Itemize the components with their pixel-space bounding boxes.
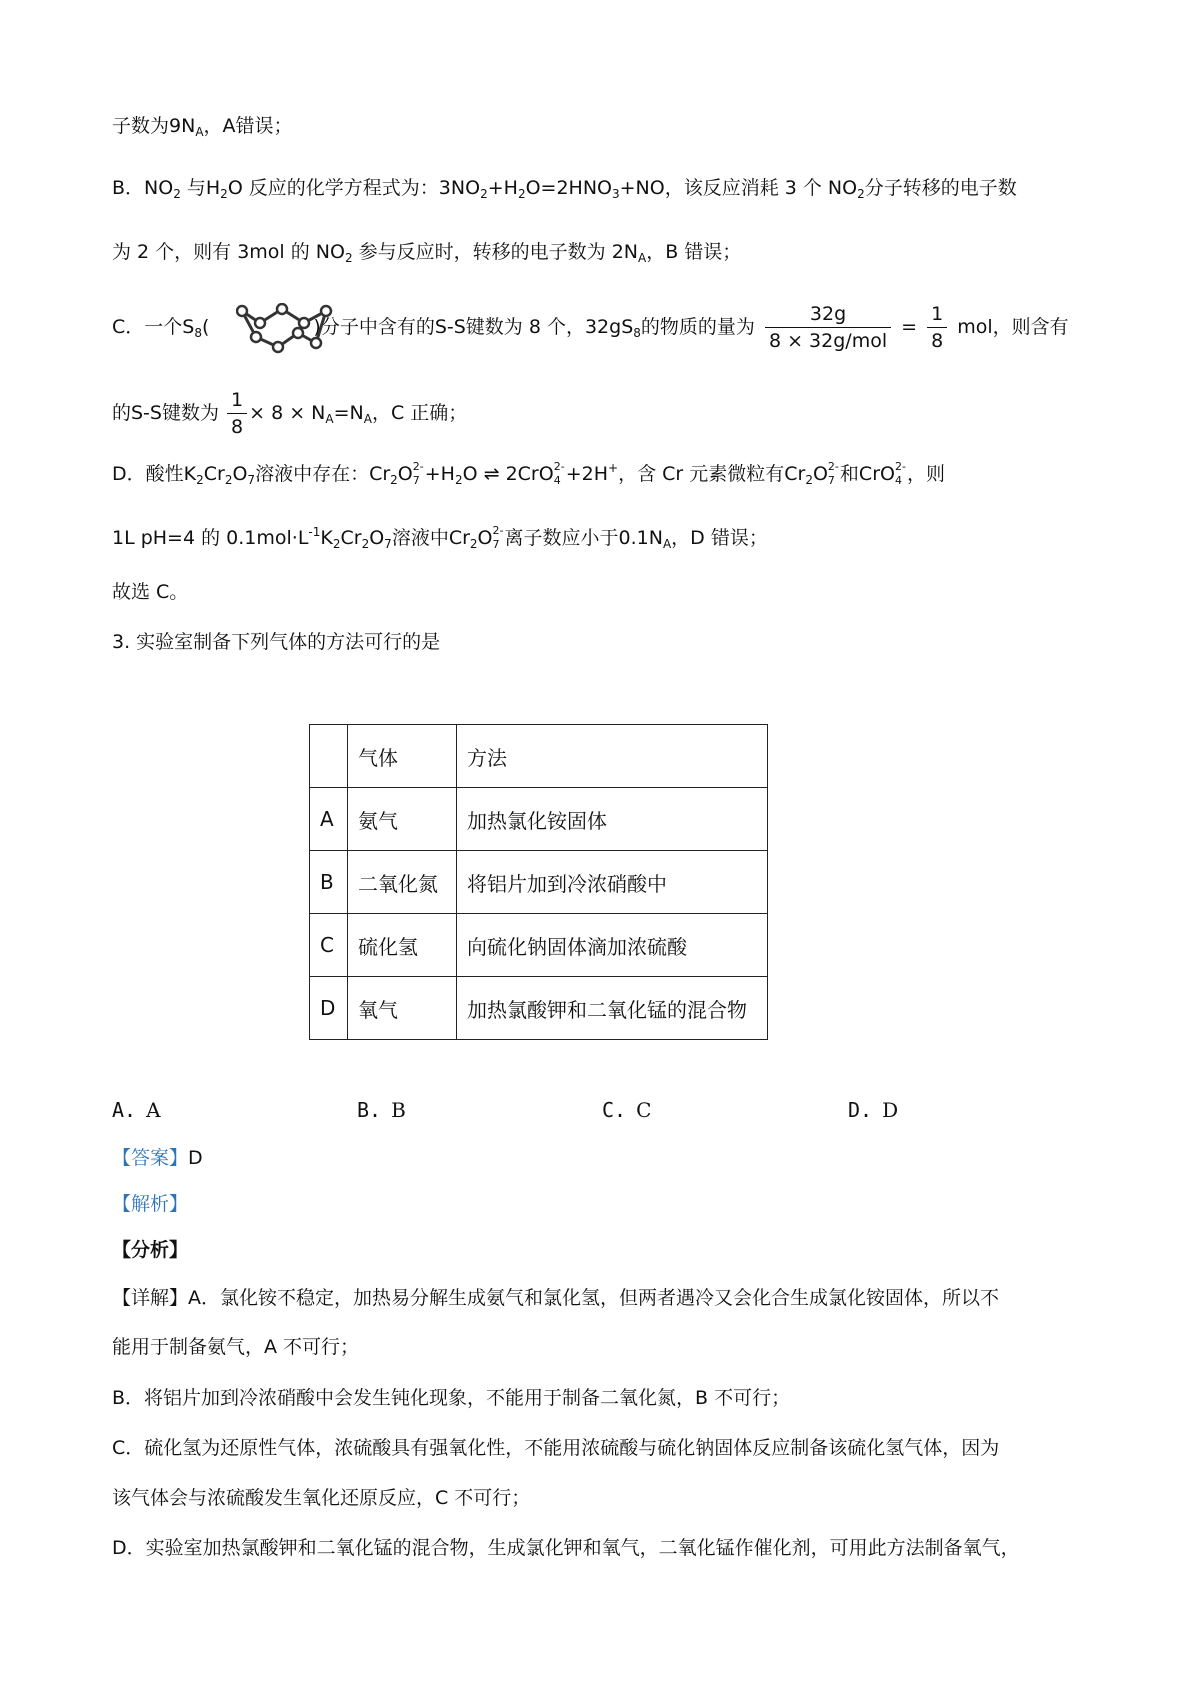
text: 的S-S键数为 xyxy=(112,402,219,424)
subscript: 2 xyxy=(454,473,463,487)
text: ，B 错误； xyxy=(646,241,742,263)
option-value: A xyxy=(146,1098,161,1122)
equals-sign: = xyxy=(901,316,918,338)
table-cell: 向硫化钠固体滴加浓硫酸 xyxy=(457,914,768,977)
question-3: 3. 实验室制备下列气体的方法可行的是 xyxy=(112,631,441,653)
text: 和CrO xyxy=(839,463,895,485)
fraction-denominator: 8 xyxy=(231,416,244,438)
superscript: -1 xyxy=(308,525,321,539)
fraction-numerator: 1 xyxy=(227,387,247,414)
charge-index xyxy=(895,460,907,488)
subscript: 4 xyxy=(553,474,561,487)
text: =N xyxy=(333,402,364,424)
text: C．一个S xyxy=(112,316,195,338)
text-line xyxy=(112,460,945,488)
text: O 反应的化学方程式为：3NO xyxy=(227,177,481,199)
text-line xyxy=(112,112,293,140)
subscript: A xyxy=(363,412,372,426)
option-letter: A. xyxy=(112,1098,137,1122)
text: +H xyxy=(424,463,455,485)
detail-line: 【详解】A．氯化铵不稳定，加热易分解生成氨气和氯化氢，但两者遇冷又会化合生成氯化铵固体，所以不 xyxy=(112,1287,1000,1309)
detail-line: 该气体会与浓硫酸发生氧化还原反应，C 不可行； xyxy=(112,1487,531,1509)
option-a[interactable] xyxy=(112,1098,161,1122)
fraction-denominator: 8 × 32g/mol xyxy=(768,330,888,352)
text: +H xyxy=(487,177,518,199)
text: O ⇌ 2CrO xyxy=(462,463,554,485)
option-letter: C. xyxy=(602,1098,627,1122)
text: ，含 Cr 元素微粒有Cr xyxy=(618,463,806,485)
charge-index xyxy=(413,460,425,488)
text: × 8 × N xyxy=(249,402,326,424)
table-cell: D xyxy=(310,977,348,1040)
subscript: A xyxy=(638,251,647,265)
superscript: 2- xyxy=(492,524,504,537)
table-row xyxy=(310,851,768,914)
fraction xyxy=(765,301,891,354)
subscript: A xyxy=(662,537,672,551)
subscript: 3 xyxy=(612,187,620,201)
text: O xyxy=(397,463,413,485)
text: 分子转移的电子数 xyxy=(864,177,1017,199)
fraction-numerator: 32g xyxy=(765,301,891,328)
text-line xyxy=(112,386,467,440)
subscript: 2 xyxy=(173,187,181,201)
text: O=2HNO xyxy=(525,177,612,199)
table-cell: 气体 xyxy=(348,725,457,788)
subscript: 7 xyxy=(412,474,420,487)
table-row xyxy=(310,788,768,851)
fraction-denominator: 8 xyxy=(931,330,944,352)
table-cell xyxy=(310,725,348,788)
answer-label: 【答案】 xyxy=(112,1147,189,1169)
subscript: 2 xyxy=(224,473,233,487)
subscript: A xyxy=(325,412,334,426)
superscript: 2- xyxy=(827,460,839,473)
option-b[interactable] xyxy=(357,1098,406,1122)
text: O xyxy=(477,527,493,549)
subscript: 8 xyxy=(633,326,641,340)
option-value: D xyxy=(882,1098,899,1122)
subscript: 2 xyxy=(517,187,526,201)
subscript: 2 xyxy=(480,187,488,201)
text: mol，则含有 xyxy=(957,316,1069,338)
subscript: 7 xyxy=(247,473,256,487)
table-row xyxy=(310,914,768,977)
text: 的物质的量为 xyxy=(640,316,755,338)
subscript: 2 xyxy=(857,187,865,201)
charge-index xyxy=(554,460,566,488)
detail-line: B．将铝片加到冷浓硝酸中会发生钝化现象，不能用于制备二氧化氮，B 不可行； xyxy=(112,1387,791,1409)
text: 溶液中存在：Cr xyxy=(255,463,391,485)
text: B．NO xyxy=(112,177,174,199)
subscript: 2 xyxy=(805,473,813,487)
subscript: 2 xyxy=(344,251,353,265)
subscript: 2 xyxy=(469,537,478,551)
text: ，D 错误； xyxy=(671,527,768,549)
text: O xyxy=(232,463,248,485)
text: O xyxy=(812,463,828,485)
table-cell: 加热氯化铵固体 xyxy=(457,788,768,851)
option-value: C xyxy=(636,1098,652,1122)
text: 与H xyxy=(180,177,221,199)
analysis-label: 【解析】 xyxy=(112,1193,189,1215)
text: 子数为9N xyxy=(112,115,196,137)
table-cell: B xyxy=(310,851,348,914)
option-value: B xyxy=(391,1098,406,1122)
paren: ( xyxy=(201,316,210,338)
detail-line: C．硫化氢为还原性气体，浓硫酸具有强氧化性，不能用浓硫酸与硫化钠固体反应制备该硫化氢气体，因为 xyxy=(112,1437,1000,1459)
subscript: 2 xyxy=(220,187,228,201)
text: 离子数应小于0.1N xyxy=(504,527,663,549)
option-letter: B. xyxy=(357,1098,382,1122)
subscript: 7 xyxy=(827,474,835,487)
table-cell: 将铝片加到冷浓硝酸中 xyxy=(457,851,768,914)
gas-method-table xyxy=(309,724,768,1040)
fenxi-label: 【分析】 xyxy=(112,1239,189,1261)
table-cell: 氨气 xyxy=(348,788,457,851)
subscript: 7 xyxy=(384,537,392,551)
subscript: 8 xyxy=(194,326,202,340)
subscript: 4 xyxy=(894,474,902,487)
fraction xyxy=(227,387,247,440)
text: ，A错误； xyxy=(203,115,293,137)
text: +2H xyxy=(565,463,608,485)
option-d[interactable] xyxy=(848,1098,898,1122)
superscript: + xyxy=(608,461,619,475)
table-cell: 氧气 xyxy=(348,977,457,1040)
charge-index xyxy=(493,524,505,552)
subscript: 2 xyxy=(332,537,341,551)
superscript: 2- xyxy=(894,460,906,473)
table-cell: C xyxy=(310,914,348,977)
table-cell: 加热氯酸钾和二氧化锰的混合物 xyxy=(457,977,768,1040)
text: +NO，该反应消耗 3 个 NO xyxy=(619,177,858,199)
text: D．酸性K xyxy=(112,463,197,485)
table-cell: A xyxy=(310,788,348,851)
table-cell: 二氧化氮 xyxy=(348,851,457,914)
s8-molecule-icon xyxy=(236,303,336,355)
text: Cr xyxy=(340,527,362,549)
text: K xyxy=(320,527,333,549)
text: ，C 正确； xyxy=(371,402,468,424)
charge-index xyxy=(828,460,840,488)
text: 分子中含有的S-S键数为 8 个，32gS xyxy=(320,316,634,338)
option-c[interactable] xyxy=(602,1098,651,1122)
table-cell: 硫化氢 xyxy=(348,914,457,977)
table-header-row xyxy=(310,725,768,788)
detail-line: 能用于制备氨气，A 不可行； xyxy=(112,1336,360,1358)
subscript: 7 xyxy=(492,538,500,551)
text: 1L pH=4 的 0.1mol·L xyxy=(112,527,309,549)
text: Cr xyxy=(203,463,225,485)
table-cell: 方法 xyxy=(457,725,768,788)
superscript: 2- xyxy=(412,460,424,473)
text: ，则 xyxy=(906,463,945,485)
subscript: 2 xyxy=(390,473,398,487)
text: 溶液中Cr xyxy=(391,527,470,549)
subscript: 2 xyxy=(196,473,204,487)
text: 为 2 个，则有 3mol 的 NO xyxy=(112,241,345,263)
subscript: 2 xyxy=(361,537,370,551)
fraction xyxy=(927,301,947,354)
subscript: A xyxy=(195,125,204,139)
text: O xyxy=(369,527,385,549)
table-row xyxy=(310,977,768,1040)
conclusion: 故选 C。 xyxy=(112,581,189,603)
answer-value: D xyxy=(188,1147,203,1169)
answer-line xyxy=(112,1144,203,1172)
option-letter: D. xyxy=(848,1098,873,1122)
text-line xyxy=(112,174,1017,202)
fraction-numerator: 1 xyxy=(927,301,947,328)
text-line xyxy=(112,524,768,552)
text-line xyxy=(112,238,741,266)
detail-line: D．实验室加热氯酸钾和二氧化锰的混合物，生成氯化钾和氧气，二氧化锰作催化剂，可用此方法制备氧气， xyxy=(112,1537,1020,1559)
superscript: 2- xyxy=(553,460,565,473)
text: 参与反应时，转移的电子数为 2N xyxy=(352,241,638,263)
paren: ) xyxy=(313,316,321,338)
